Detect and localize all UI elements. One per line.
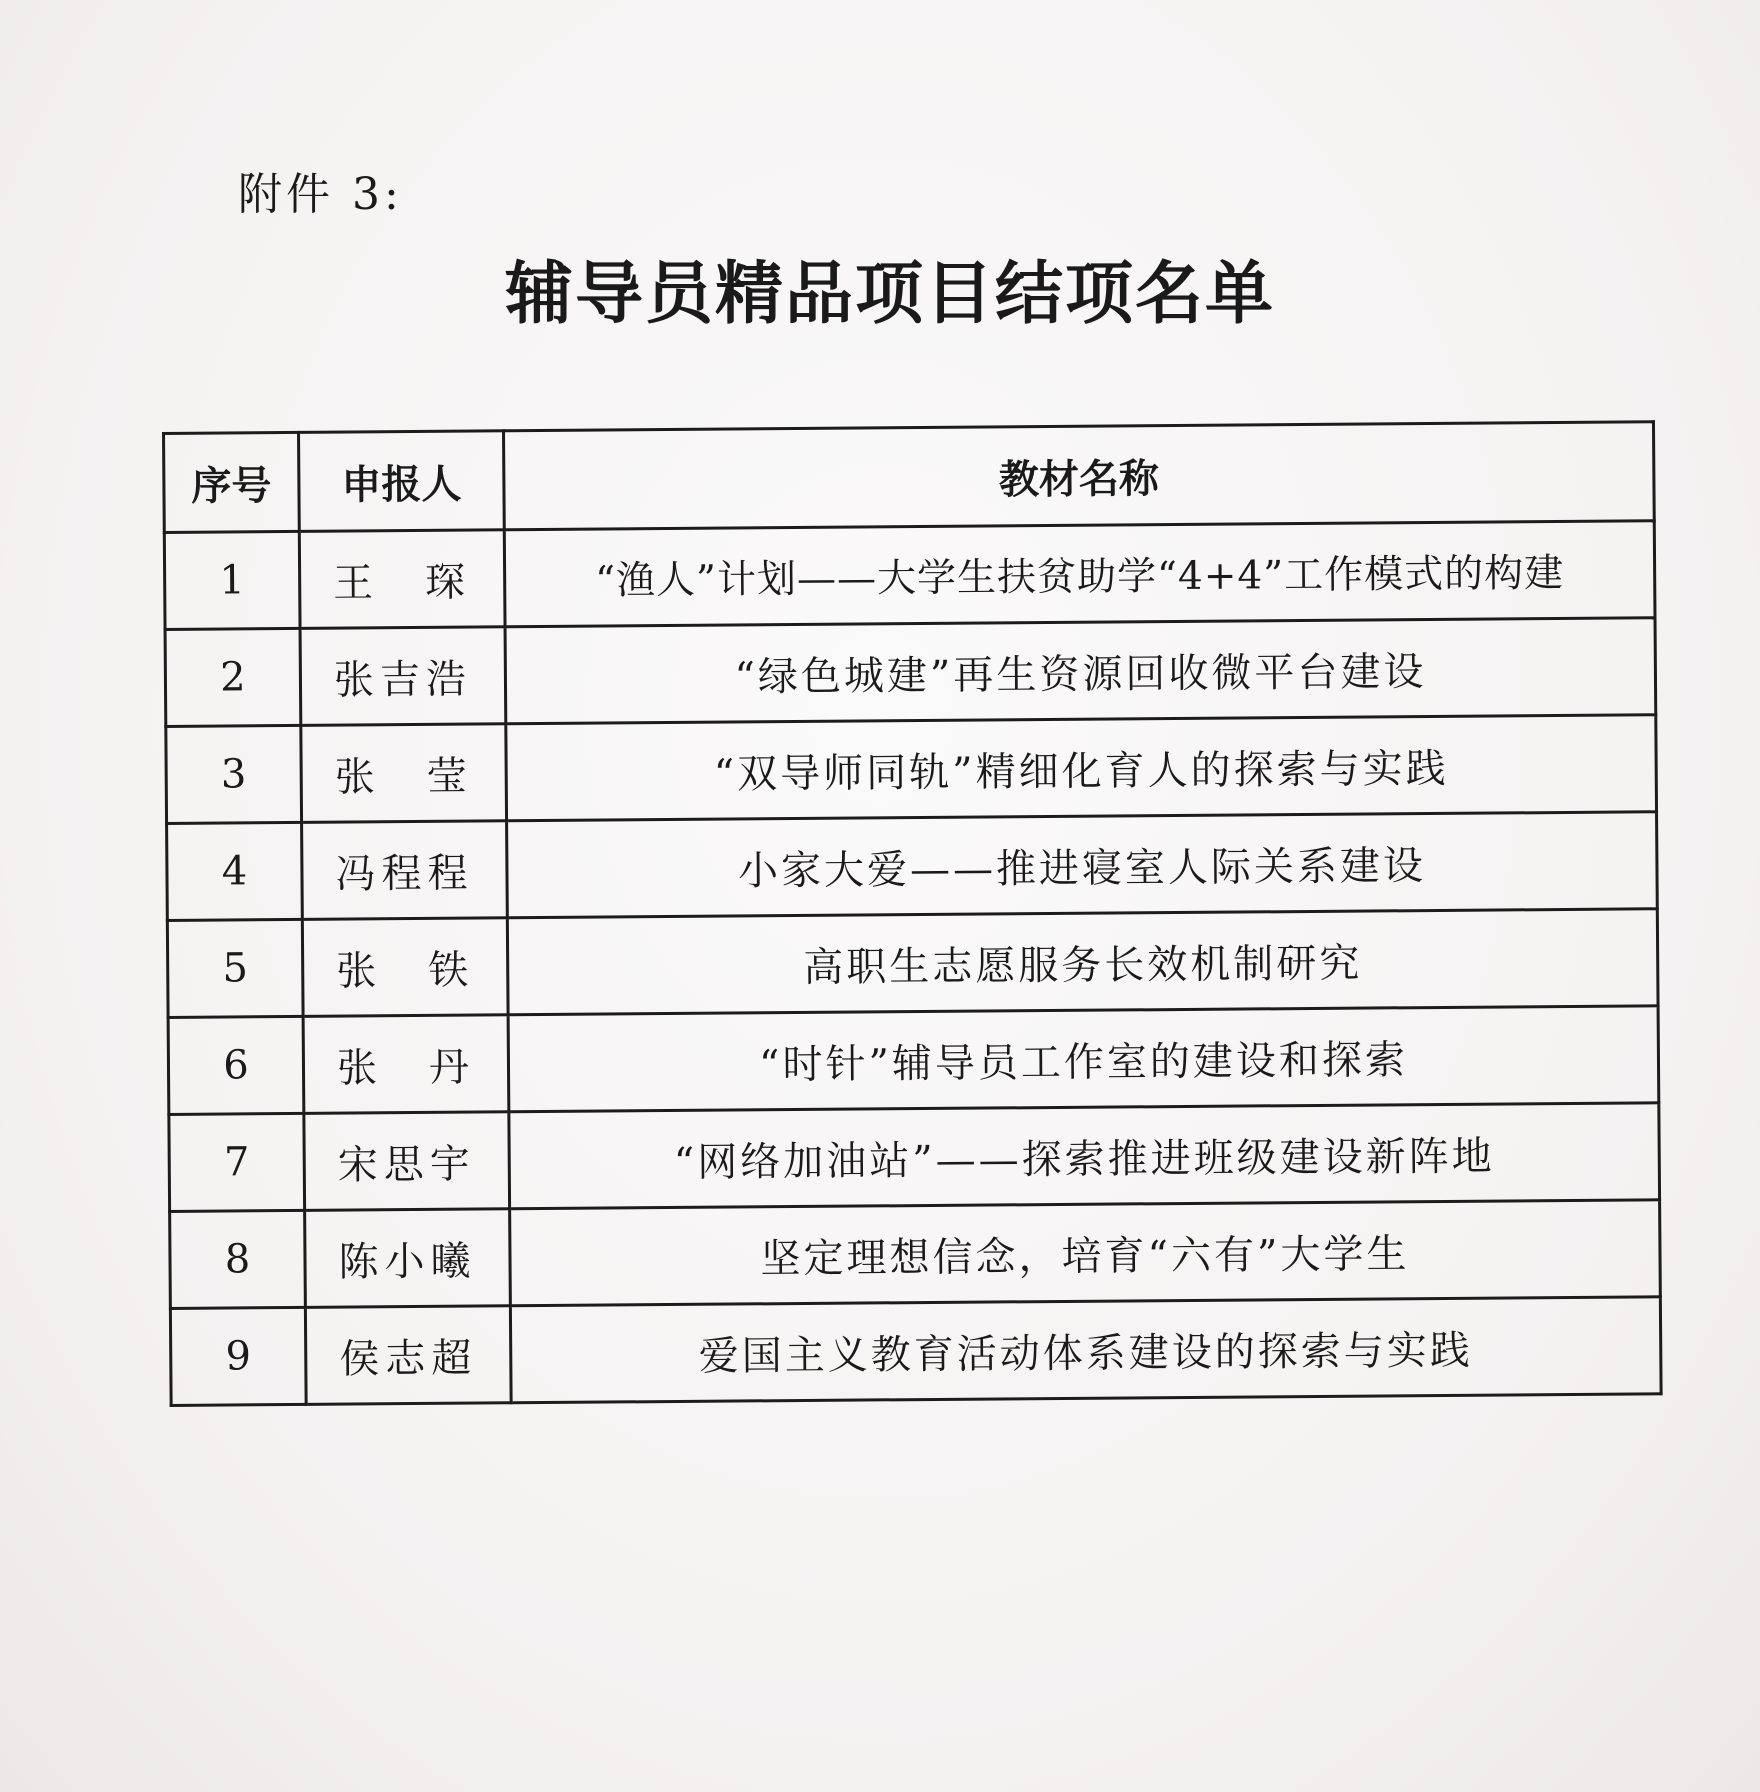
row-project-name: “绿色城建”再生资源回收微平台建设 <box>505 618 1656 724</box>
row-no: 4 <box>167 822 303 920</box>
row-project-name: 小家大爱——推进寝室人际关系建设 <box>507 812 1658 918</box>
table-row <box>167 909 1658 1018</box>
row-applicant: 宋思宇 <box>304 1112 510 1211</box>
row-project-name: “时针”辅导员工作室的建设和探索 <box>508 1006 1659 1112</box>
project-table <box>162 420 1663 1407</box>
row-applicant: 张 铁 <box>302 918 508 1017</box>
row-applicant: 侯志超 <box>305 1306 511 1405</box>
row-no: 3 <box>166 725 302 823</box>
attachment-label: 附件 3: <box>238 169 403 220</box>
row-project-name: “网络加油站”——探索推进班级建设新阵地 <box>509 1103 1660 1209</box>
row-no: 1 <box>164 531 300 629</box>
table-row <box>168 1006 1659 1115</box>
row-no: 5 <box>167 919 303 1017</box>
row-no: 9 <box>170 1307 306 1405</box>
header-name: 教材名称 <box>504 422 1655 530</box>
header-no: 序号 <box>164 432 300 532</box>
row-applicant: 张吉浩 <box>300 627 506 726</box>
row-project-name: “渔人”计划——大学生扶贫助学“4+4”工作模式的构建 <box>504 521 1655 627</box>
row-project-name: 爱国主义教育活动体系建设的探索与实践 <box>510 1297 1661 1403</box>
row-project-name: 坚定理想信念，培育“六有”大学生 <box>510 1200 1661 1306</box>
row-applicant: 冯程程 <box>302 821 508 920</box>
table-row <box>164 521 1655 630</box>
table-row <box>166 715 1657 824</box>
header-applicant: 申报人 <box>299 431 505 532</box>
row-applicant: 陈小曦 <box>305 1209 511 1308</box>
row-no: 7 <box>169 1113 305 1211</box>
table-header-row <box>164 422 1655 533</box>
project-table-container <box>162 420 1660 1407</box>
table-row <box>167 812 1658 921</box>
row-applicant: 王 琛 <box>299 530 505 629</box>
row-applicant: 张 丹 <box>303 1015 509 1114</box>
row-applicant: 张 莹 <box>301 724 507 823</box>
row-project-name: “双导师同轨”精细化育人的探索与实践 <box>506 715 1657 821</box>
table-row <box>170 1297 1661 1406</box>
row-no: 2 <box>165 628 301 726</box>
table-row <box>165 618 1656 727</box>
page-title: 辅导员精品项目结项名单 <box>504 255 1275 334</box>
table-row <box>169 1103 1660 1212</box>
row-no: 6 <box>168 1016 304 1114</box>
row-no: 8 <box>170 1210 306 1308</box>
table-row <box>170 1200 1661 1309</box>
row-project-name: 高职生志愿服务长效机制研究 <box>507 909 1658 1015</box>
